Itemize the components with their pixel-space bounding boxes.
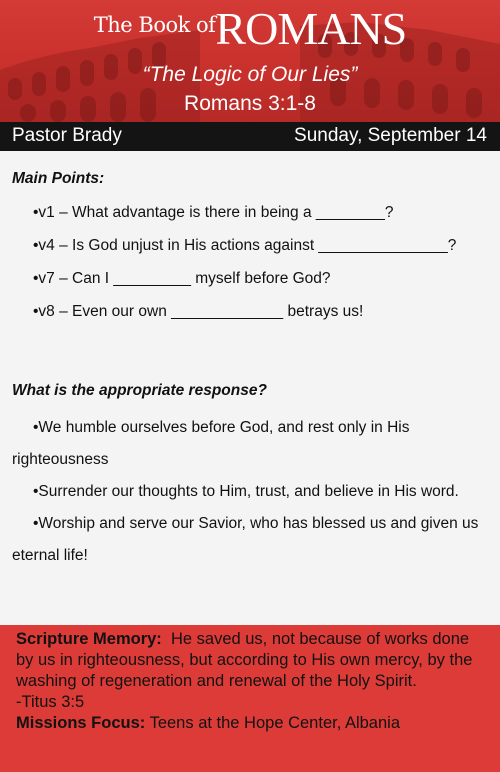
main-point-item: •v1 – What advantage is there in being a ________? xyxy=(33,204,394,221)
main-point-item: •v8 – Even our own _____________ betrays us! xyxy=(33,303,364,320)
series-title-prefix: The Book of xyxy=(93,13,216,37)
scripture-memory-reference: -Titus 3:5 xyxy=(16,693,85,711)
info-bar xyxy=(0,122,500,151)
response-heading: What is the appropriate response? xyxy=(12,382,267,399)
footer-panel xyxy=(0,625,500,772)
missions-focus-text: Teens at the Hope Center, Albania xyxy=(149,714,401,732)
scripture-memory xyxy=(16,629,484,692)
series-title-book: ROMANS xyxy=(215,3,407,54)
scripture-memory-label: Scripture Memory: xyxy=(16,630,162,648)
main-points-heading: Main Points: xyxy=(12,170,105,187)
sermon-title: “The Logic of Our Lies” xyxy=(142,63,358,86)
title-banner xyxy=(0,0,500,122)
missions-focus xyxy=(16,713,484,734)
main-point-item: •v4 – Is God unjust in His actions against _______________? xyxy=(33,237,457,254)
response-text: •We humble ourselves before God, and rest only in His righteousness xyxy=(12,419,410,468)
response-item xyxy=(12,508,492,572)
response-text: •Worship and serve our Savior, who has blessed us and given us eternal life! xyxy=(12,515,479,564)
response-item xyxy=(12,412,492,476)
scripture-reference: Romans 3:1-8 xyxy=(184,92,316,115)
main-point-item: •v7 – Can I _________ myself before God? xyxy=(33,270,331,287)
response-text: •Surrender our thoughts to Him, trust, and believe in His word. xyxy=(33,483,459,500)
missions-focus-label: Missions Focus: xyxy=(16,714,146,732)
response-item xyxy=(12,476,492,508)
series-title xyxy=(0,2,500,55)
sermon-date: Sunday, September 14 xyxy=(294,125,487,146)
pastor-name: Pastor Brady xyxy=(12,125,122,146)
sermon-notes xyxy=(12,170,492,572)
scripture-memory-text: He saved us, not because of works done by us in righteousness, but according to His own mercy, by the washing of regeneration and renewal of the Holy Spirit. xyxy=(16,630,473,690)
sermon-heading xyxy=(0,60,500,118)
